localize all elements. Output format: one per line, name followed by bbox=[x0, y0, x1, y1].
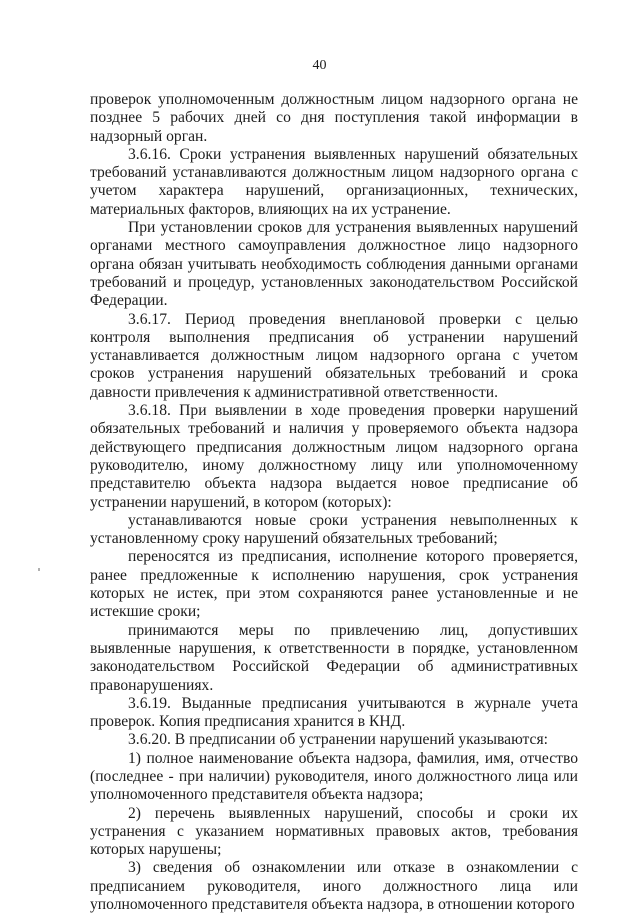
list-item-1: 1) полное наименование объекта надзора, фамилия, имя, отчество (последнее - при наличии) руководителя, иного должностного лица или уполномоченного представителя объекта надзора; bbox=[90, 749, 578, 804]
paragraph-3-6-16: 3.6.16. Сроки устранения выявленных нарушений обязательных требований устанавливаются должностным лицом надзорного органа с учетом характера нарушений, организационных, технических, материальных факторов, влияющих на их устранение. bbox=[90, 145, 578, 218]
paragraph-continuation: проверок уполномоченным должностным лицом надзорного органа не позднее 5 рабочих дней со дня поступления такой информации в надзорный орган. bbox=[90, 91, 578, 145]
paragraph-3-6-18: 3.6.18. При выявлении в ходе проведения проверки нарушений обязательных требований и наличия у проверяемого объекта надзора действующего предписания должностным лицом надзорного органа руководителю, иному должностному лицу или уполномоченному представителю объекта надзора выдается новое предписание об устранении нарушений, в котором (которых): bbox=[90, 402, 578, 511]
list-item-3: 3) сведения об ознакомлении или отказе в ознакомлении с предписанием руководителя, иного должностного лица или уполномоченного представителя объекта надзора, в отношении которого bbox=[90, 859, 578, 914]
paragraph-transferred-violations: переносятся из предписания, исполнение которого проверяется, ранее предложенные к исполнению нарушения, срок устранения которых не истек, при этом сохраняются ранее установленные и не истекшие сроки; bbox=[90, 548, 578, 621]
scan-margin-mark bbox=[38, 568, 40, 571]
paragraph-new-deadlines: устанавливаются новые сроки устранения невыполненных к установленному сроку нарушений обязательных требований; bbox=[90, 511, 578, 548]
paragraph-liability-measures: принимаются меры по привлечению лиц, допустивших выявленные нарушения, к ответственности в порядке, установленном законодательством Российской Федерации об административных правонарушениях. bbox=[90, 621, 578, 694]
paragraph-3-6-17: 3.6.17. Период проведения внеплановой проверки с целью контроля выполнения предписания об устранении нарушений устанавливается должностным лицом надзорного органа с учетом сроков устранения нарушений обязательных требований и срока давности привлечения к административной ответственности. bbox=[90, 310, 578, 401]
page-number: 40 bbox=[312, 58, 327, 73]
paragraph-deadline-local-government: При установлении сроков для устранения выявленных нарушений органами местного самоуправления должностное лицо надзорного органа обязан учитывать необходимость соблюдения данными органами требований и процедур, установленных законодательством Российской Федерации. bbox=[90, 219, 578, 310]
paragraph-3-6-20: 3.6.20. В предписании об устранении нарушений указываются: bbox=[128, 731, 548, 749]
document-body bbox=[90, 91, 578, 914]
list-item-2: 2) перечень выявленных нарушений, способы и сроки их устранения с указанием нормативных правовых актов, требования которых нарушены; bbox=[90, 804, 578, 859]
paragraph-3-6-19: 3.6.19. Выданные предписания учитываются в журнале учета проверок. Копия предписания хранится в КНД. bbox=[90, 694, 578, 731]
